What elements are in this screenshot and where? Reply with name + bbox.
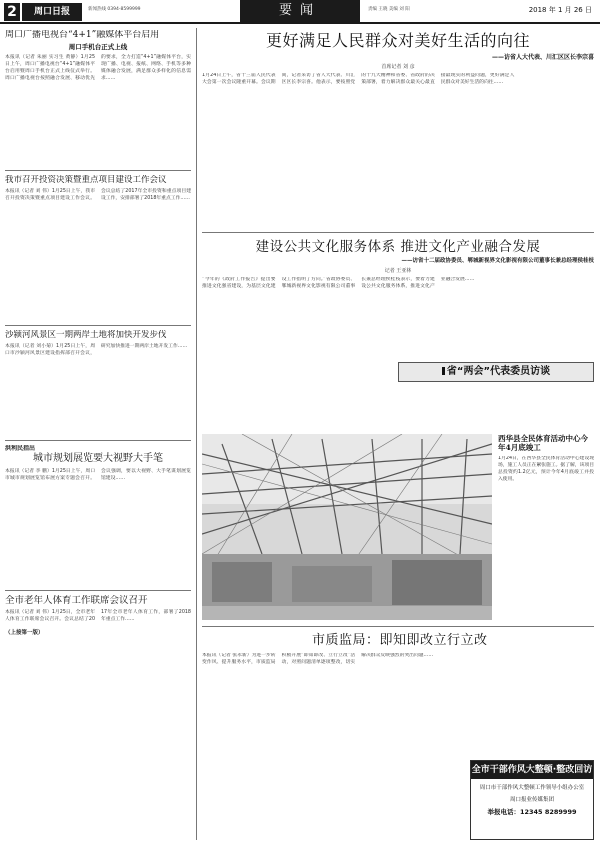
- notice-org: 周口市干部作风大整顿工作领导小组办公室: [479, 785, 585, 792]
- photo-story: [498, 434, 594, 576]
- notice-title: 全市干部作风大整顿·整改回访: [471, 761, 593, 779]
- feature-title: 建设公共文化服务体系 推进文化产业融合发展: [255, 239, 541, 255]
- article-urban-planning: [5, 445, 191, 590]
- feature-subtitle: ——访省十二届政协委员、郸城新视界文化影视有限公司董事长兼总经理侯桂枝: [401, 258, 594, 265]
- left-column: [5, 30, 191, 830]
- masthead: [0, 0, 600, 24]
- issue-date: 2018 年 1 月 26 日: [528, 6, 592, 14]
- page-number: 2: [4, 3, 20, 21]
- banner-mark-icon: [442, 367, 445, 375]
- banner-text: 省“两会”代表委员访谈: [446, 366, 551, 377]
- article-subtitle: 周口手机台正式上线: [68, 43, 128, 52]
- feature-byline: 记者 王亚林: [384, 267, 412, 274]
- section-title: 要闻: [240, 0, 360, 22]
- article-kicker: 洪利民指出: [5, 445, 36, 452]
- column-divider: [196, 28, 197, 840]
- article-body: 本报讯（记者 李 鹏）1月25日上午，周口市城市规划展览馆布展方案专题会召开。会议强调，要以大视野、大手笔谋划展览馆建设……: [5, 468, 191, 481]
- feature-interview-1: [202, 30, 594, 211]
- divider: [5, 170, 191, 171]
- continued-heading: （上接第一版）: [5, 629, 44, 636]
- article-title: 周口广播电视台“4+1”融媒体平台启用: [5, 30, 160, 40]
- feature-subtitle: ——访省人大代表、川汇区区长李宗喜: [491, 53, 594, 61]
- article-title: 沙颍河风景区一期两岸土地将加快开发步伐: [5, 330, 167, 340]
- article-title: 城市规划展览要大视野大手笔: [33, 453, 163, 465]
- feature-body: “今年的《政府工作报告》提出要推进文化强省建设，为基层文化建设工作指明了方向。”省政协委员、郸城新视界文化影视有限公司董事长兼总经理侯桂枝表示，要着力建设公共文化服务体系，推进文化产业融合发展……: [202, 277, 475, 290]
- photo-story-title: 西华县全民体育活动中心今年4月底竣工: [498, 434, 588, 453]
- article-body: 本报讯（记者 刘 伟）1月25日，全市老年人体育工作联席会议召开。会议总结了2017年全市老年人体育工作，部署了2018年重点工作……: [5, 609, 191, 622]
- article-body: 本报讯（记者 刘小菊）1月25日上午，周口市沙颍河风景区建设指挥部召开会议，研究加快推进一期两岸土地开发工作……: [5, 343, 188, 356]
- divider: [5, 590, 191, 591]
- photo-story-caption: 1月24日，在西华县全民体育活动中心建设现场，施工人员正在紧张施工。据了解，该项目总投资约1.2亿元，预计今年4月底竣工并投入使用。: [498, 455, 594, 482]
- stadium-construction-image: [202, 434, 492, 620]
- sessions-banner: [398, 362, 594, 382]
- article-shaying-river: [5, 330, 191, 440]
- notice-org-2: 周口报业传媒集团: [509, 796, 554, 803]
- editor-line: 责编 王晓 美编 刘 阳: [368, 7, 410, 12]
- feature-title: 更好满足人民群众对美好生活的向往: [265, 31, 530, 50]
- article-body: 本报讯（记者 刘 伟）1月25日上午，我市召开投资决策暨重点项目建设工作会议。会议总结了2017年全市投资和重点项目建设工作，安排部署了2018年重点工作……: [5, 188, 191, 201]
- feature-body: 1月24日上午，省十三届人民代表大会第一次会议隆重开幕。会议期间，记者采访了省人大代表、川汇区区长李宗喜。他表示，要按照党的十九大精神和省委、省政府的决策部署，着力解决群众最关心最直接最现实的利益问题，更好满足人民群众对美好生活的向往……: [202, 73, 515, 86]
- article-elderly-sports: [5, 595, 191, 830]
- article-quality-bureau: [202, 632, 594, 733]
- notice-phone: 举报电话：12345 8289999: [487, 807, 577, 816]
- article-title: 市质监局：即知即改立行立改: [312, 633, 488, 648]
- article-body: 本报讯（记者 张永新）为进一步转变作风、提升服务水平，市质监局积极开展“即知即改、立行立改”活动，对照问题清单逐项整改，切实解决群众反映强烈的突出问题……: [202, 652, 434, 665]
- paper-name: 周口日报: [22, 3, 82, 21]
- divider: [5, 325, 191, 326]
- feature-byline: 首席记者 刘 彦: [381, 63, 415, 70]
- article-title: 全市老年人体育工作联席会议召开: [5, 595, 148, 606]
- divider: [202, 626, 594, 627]
- divider: [202, 232, 594, 233]
- article-broadcast-platform: [5, 30, 191, 170]
- article-body: 本报讯（记者 朱丽 实习生 黄静）1月25日上午，周口广播电视台“4+1”融媒体平台启用暨周口手机台正式上线仪式举行。周口广播电视台按照融合发展、移动优先的要求，全力打造“4+1”融媒体平台，实现广播、电视、报纸、网络、手机等多种媒体融合发展，满足群众多样化的信息需求……: [5, 55, 191, 81]
- construction-photo: [202, 434, 492, 620]
- notice-box: [470, 760, 594, 840]
- article-title: 我市召开投资决策暨重点项目建设工作会议: [5, 175, 167, 185]
- divider: [5, 440, 191, 441]
- article-investment-meeting: [5, 175, 191, 325]
- masthead-subtitle: 新闻热线 0394-8599999: [88, 7, 141, 12]
- feature-interview-2: [202, 238, 594, 365]
